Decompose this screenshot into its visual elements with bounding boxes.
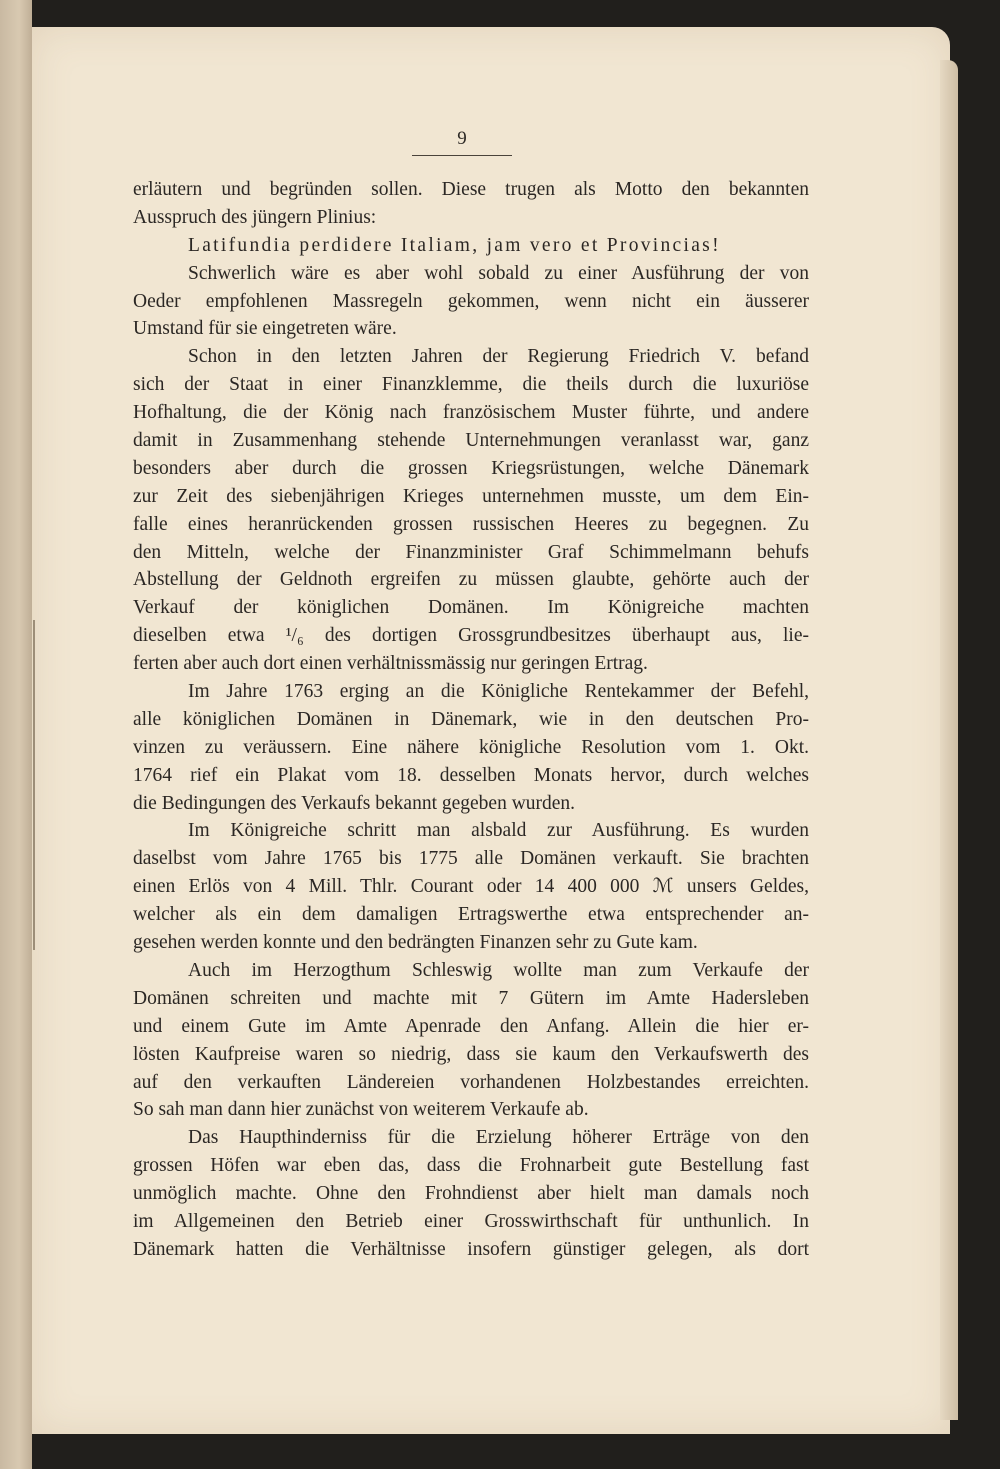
text-line: lösten Kaufpreise waren so niedrig, dass sie kaum den Verkaufswerth des [133,1043,809,1065]
text-line: Im Jahre 1763 erging an die Königliche Rentekammer der Befehl, [188,681,809,703]
text-line: Auch im Herzogthum Schleswig wollte man zum Verkaufe der [188,959,809,981]
text-line: Latifundia perdidere Italiam, jam vero et Provincias! [188,234,721,256]
text-line: Das Haupthinderniss für die Erzielung höherer Erträge von den [188,1127,809,1149]
text-line: Oeder empfohlenen Massregeln gekommen, wenn nicht ein äusserer [133,290,809,312]
text-line: 1764 rief ein Plakat vom 18. desselben Monats hervor, durch welches [133,764,809,786]
text-line: Schwerlich wäre es aber wohl sobald zu einer Ausführung der von [188,262,809,284]
text-line: damit in Zusammenhang stehende Unternehmungen veranlasst war, ganz [133,430,809,452]
text-line: Hofhaltung, die der König nach französischem Muster führte, und andere [133,402,809,424]
body-text [133,176,809,1264]
text-line: Abstellung der Geldnoth ergreifen zu müssen glaubte, gehörte auch der [133,569,809,591]
text-line: erläutern und begründen sollen. Diese trugen als Motto den bekannten [133,179,809,200]
text-line: dieselben etwa ¹/₆ des dortigen Grossgrundbesitzes überhaupt aus, lie- [133,625,809,647]
text-line: daselbst vom Jahre 1765 bis 1775 alle Domänen verkauft. Sie brachten [133,848,809,870]
text-line: vinzen zu veräussern. Eine nähere königliche Resolution vom 1. Okt. [133,736,809,758]
text-line: die Bedingungen des Verkaufs bekannt gegeben wurden. [133,792,576,814]
text-line: falle eines heranrückenden grossen russischen Heeres zu begegnen. Zu [133,513,809,535]
text-line: besonders aber durch die grossen Kriegsrüstungen, welche Dänemark [133,457,809,479]
text-line: Umstand für sie eingetreten wäre. [133,318,397,340]
text-line: welcher als ein dem damaligen Ertragswerthe etwa entsprechender an- [133,904,809,926]
page-right-edge [940,60,958,1420]
page-number-rule [412,155,512,156]
facing-page-edge [0,0,32,1469]
text-line: So sah man dann hier zunächst von weiterem Verkaufe ab. [133,1099,589,1121]
text-line: ferten aber auch dort einen verhältnissmässig nur geringen Ertrag. [133,653,648,675]
text-line: gesehen werden konnte und den bedrängten Finanzen sehr zu Gute kam. [133,932,698,954]
text-line: unmöglich machte. Ohne den Frohndienst aber hielt man damals noch [133,1183,809,1205]
text-line: im Allgemeinen den Betrieb einer Grosswirthschaft für unthunlich. In [133,1210,809,1232]
binding-gutter [33,620,35,950]
text-line: Verkauf der königlichen Domänen. Im Königreiche machten [133,597,809,619]
text-line: grossen Höfen war eben das, dass die Frohnarbeit gute Bestellung fast [133,1155,809,1177]
text-line: Im Königreiche schritt man alsbald zur Ausführung. Es wurden [188,820,809,842]
page-number: 9 [457,128,467,149]
text-line: sich der Staat in einer Finanzklemme, die theils durch die luxuriöse [133,374,809,396]
text-line: Ausspruch des jüngern Plinius: [133,206,377,228]
text-line: Domänen schreiten und machte mit 7 Gütern im Amte Hadersleben [133,987,809,1009]
text-line: und einem Gute im Amte Apenrade den Anfang. Allein die hier er- [133,1015,809,1037]
text-line: einen Erlös von 4 Mill. Thlr. Courant oder 14 400 000 ℳ unsers Geldes, [133,876,809,898]
text-line: zur Zeit des siebenjährigen Krieges unternehmen musste, um dem Ein- [133,485,809,507]
text-line: auf den verkauften Ländereien vorhandenen Holzbestandes erreichten. [133,1071,809,1093]
text-line: den Mitteln, welche der Finanzminister Graf Schimmelmann behufs [133,541,809,563]
text-line: Dänemark hatten die Verhältnisse insofern günstiger gelegen, als dort [133,1238,809,1260]
text-line: alle königlichen Domänen in Dänemark, wie in den deutschen Pro- [133,708,809,730]
text-line: Schon in den letzten Jahren der Regierung Friedrich V. befand [188,346,809,368]
